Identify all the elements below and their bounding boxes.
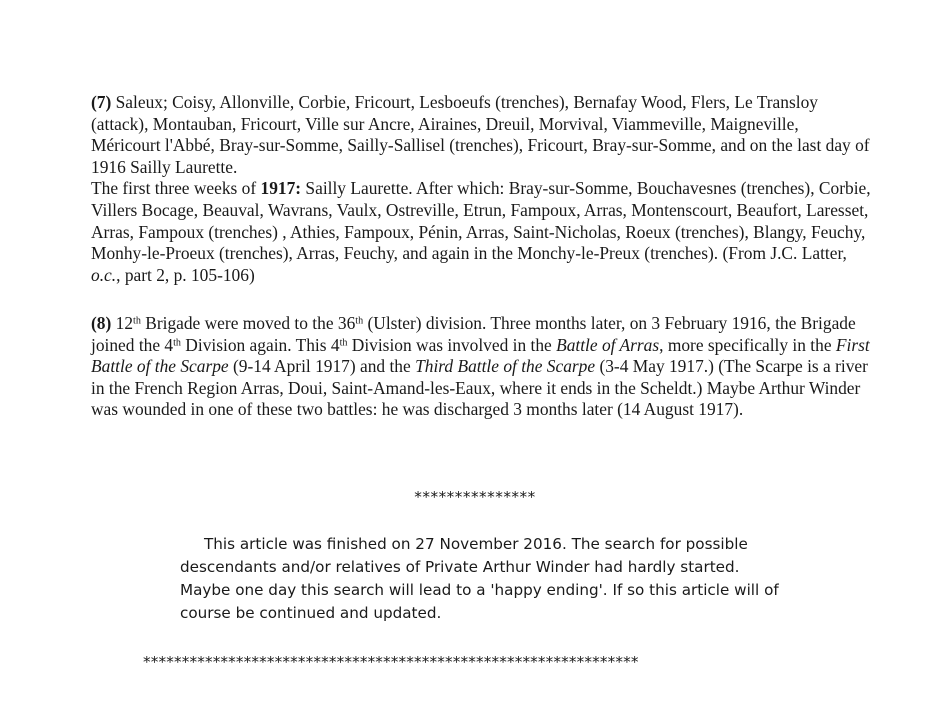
separator-short: *************** [414,488,536,506]
footnote-8-text: Brigade were moved to the 36 [140,313,356,333]
first-battle-of-the-scarpe: First Battle of the Scarpe [91,334,870,377]
footnote-8-text: (Ulster) division. Three months later, on 3 February 1916, the Brigade joined the 4 [91,313,856,355]
footnote-8-paragraph [91,313,871,421]
closing-note-text: This article was finished on 27 November 2016. The search for possible descendants and/or relatives of Private Arthur Winder had hardly started. Maybe one day this search will lead to a 'happy ending'. If so this article will of course be continued and updated. [180,535,779,622]
footnote-7-weeks-intro: The first three weeks of [91,178,261,199]
footnote-8 [91,313,871,421]
closing-note [180,533,780,625]
footnote-8-marker: (8) [91,313,112,333]
battle-of-arras: Battle of Arras [556,334,660,355]
footnote-7-paragraph-1917 [91,178,871,286]
footnote-7-places-1917: Sailly Laurette. After which: Bray-sur-Somme, Bouchavesnes (trenches), Corbie, Villers Bocage, Beauval, Wavrans, Vaulx, Ostreville, Etrun, Fampoux, Arras, Montenscourt, Beaufort, Laresset, Arras, Fampoux (trenches) , Athies, Fampoux, Pénin, Arras, Saint-Nicholas, Roeux (trenches), Blangy, Feuchy, Monhy-le-Proeux (trenches), Arras, Feuchy, and again in the Monchy-le-Preux (trenches). (From J.C. Latter, [91,178,871,264]
separator-long: **************************************************************** [143,653,639,671]
footnote-8-text: Division was involved in the [347,334,557,355]
third-battle-of-the-scarpe: Third Battle of the Scarpe [415,356,596,377]
ordinal-suffix: th [355,315,364,327]
footnote-7-year: 1917: [260,178,302,199]
footnote-8-text: (3-4 May 1917.) (The Scarpe is a river in the French Region Arras, Doui, Saint-Amand-les-Eaux, where it ends in the Scheldt.) Maybe Arthur Winder was wounded in one of these two battles: he was discharged 3 months later (14 August 1917). [91,356,868,420]
footnote-8-text: (9-14 April 1917) and the [228,356,416,377]
footnote-7-paragraph [91,92,871,178]
footnote-7-marker: (7) [91,92,112,112]
ordinal-suffix: th [133,315,141,327]
footnote-7-source-ref: o.c. [91,264,117,285]
footnote-8-text: , more specifically in the [659,334,836,355]
ordinal-suffix: th [339,337,348,349]
ordinal-suffix: th [173,337,181,349]
footnote-7-source-tail: , part 2, p. 105-106) [116,264,255,285]
footnote-8-text: 12 [111,313,134,333]
footnote-7 [91,92,871,286]
footnote-7-places-1916: Saleux; Coisy, Allonville, Corbie, Fricourt, Lesboeufs (trenches), Bernafay Wood, Flers, Le Transloy (attack), Montauban, Fricourt, Ville sur Ancre, Airaines, Dreuil, Morvival, Viammeville, Maigneville, Méricourt l'Abbé, Bray-sur-Somme, Sailly-Sallisel (trenches), Fricourt, Bray-sur-Somme, and on the last day of 1916 Sailly Laurette. [91,92,870,177]
footnote-8-text: Division again. This 4 [180,334,340,355]
